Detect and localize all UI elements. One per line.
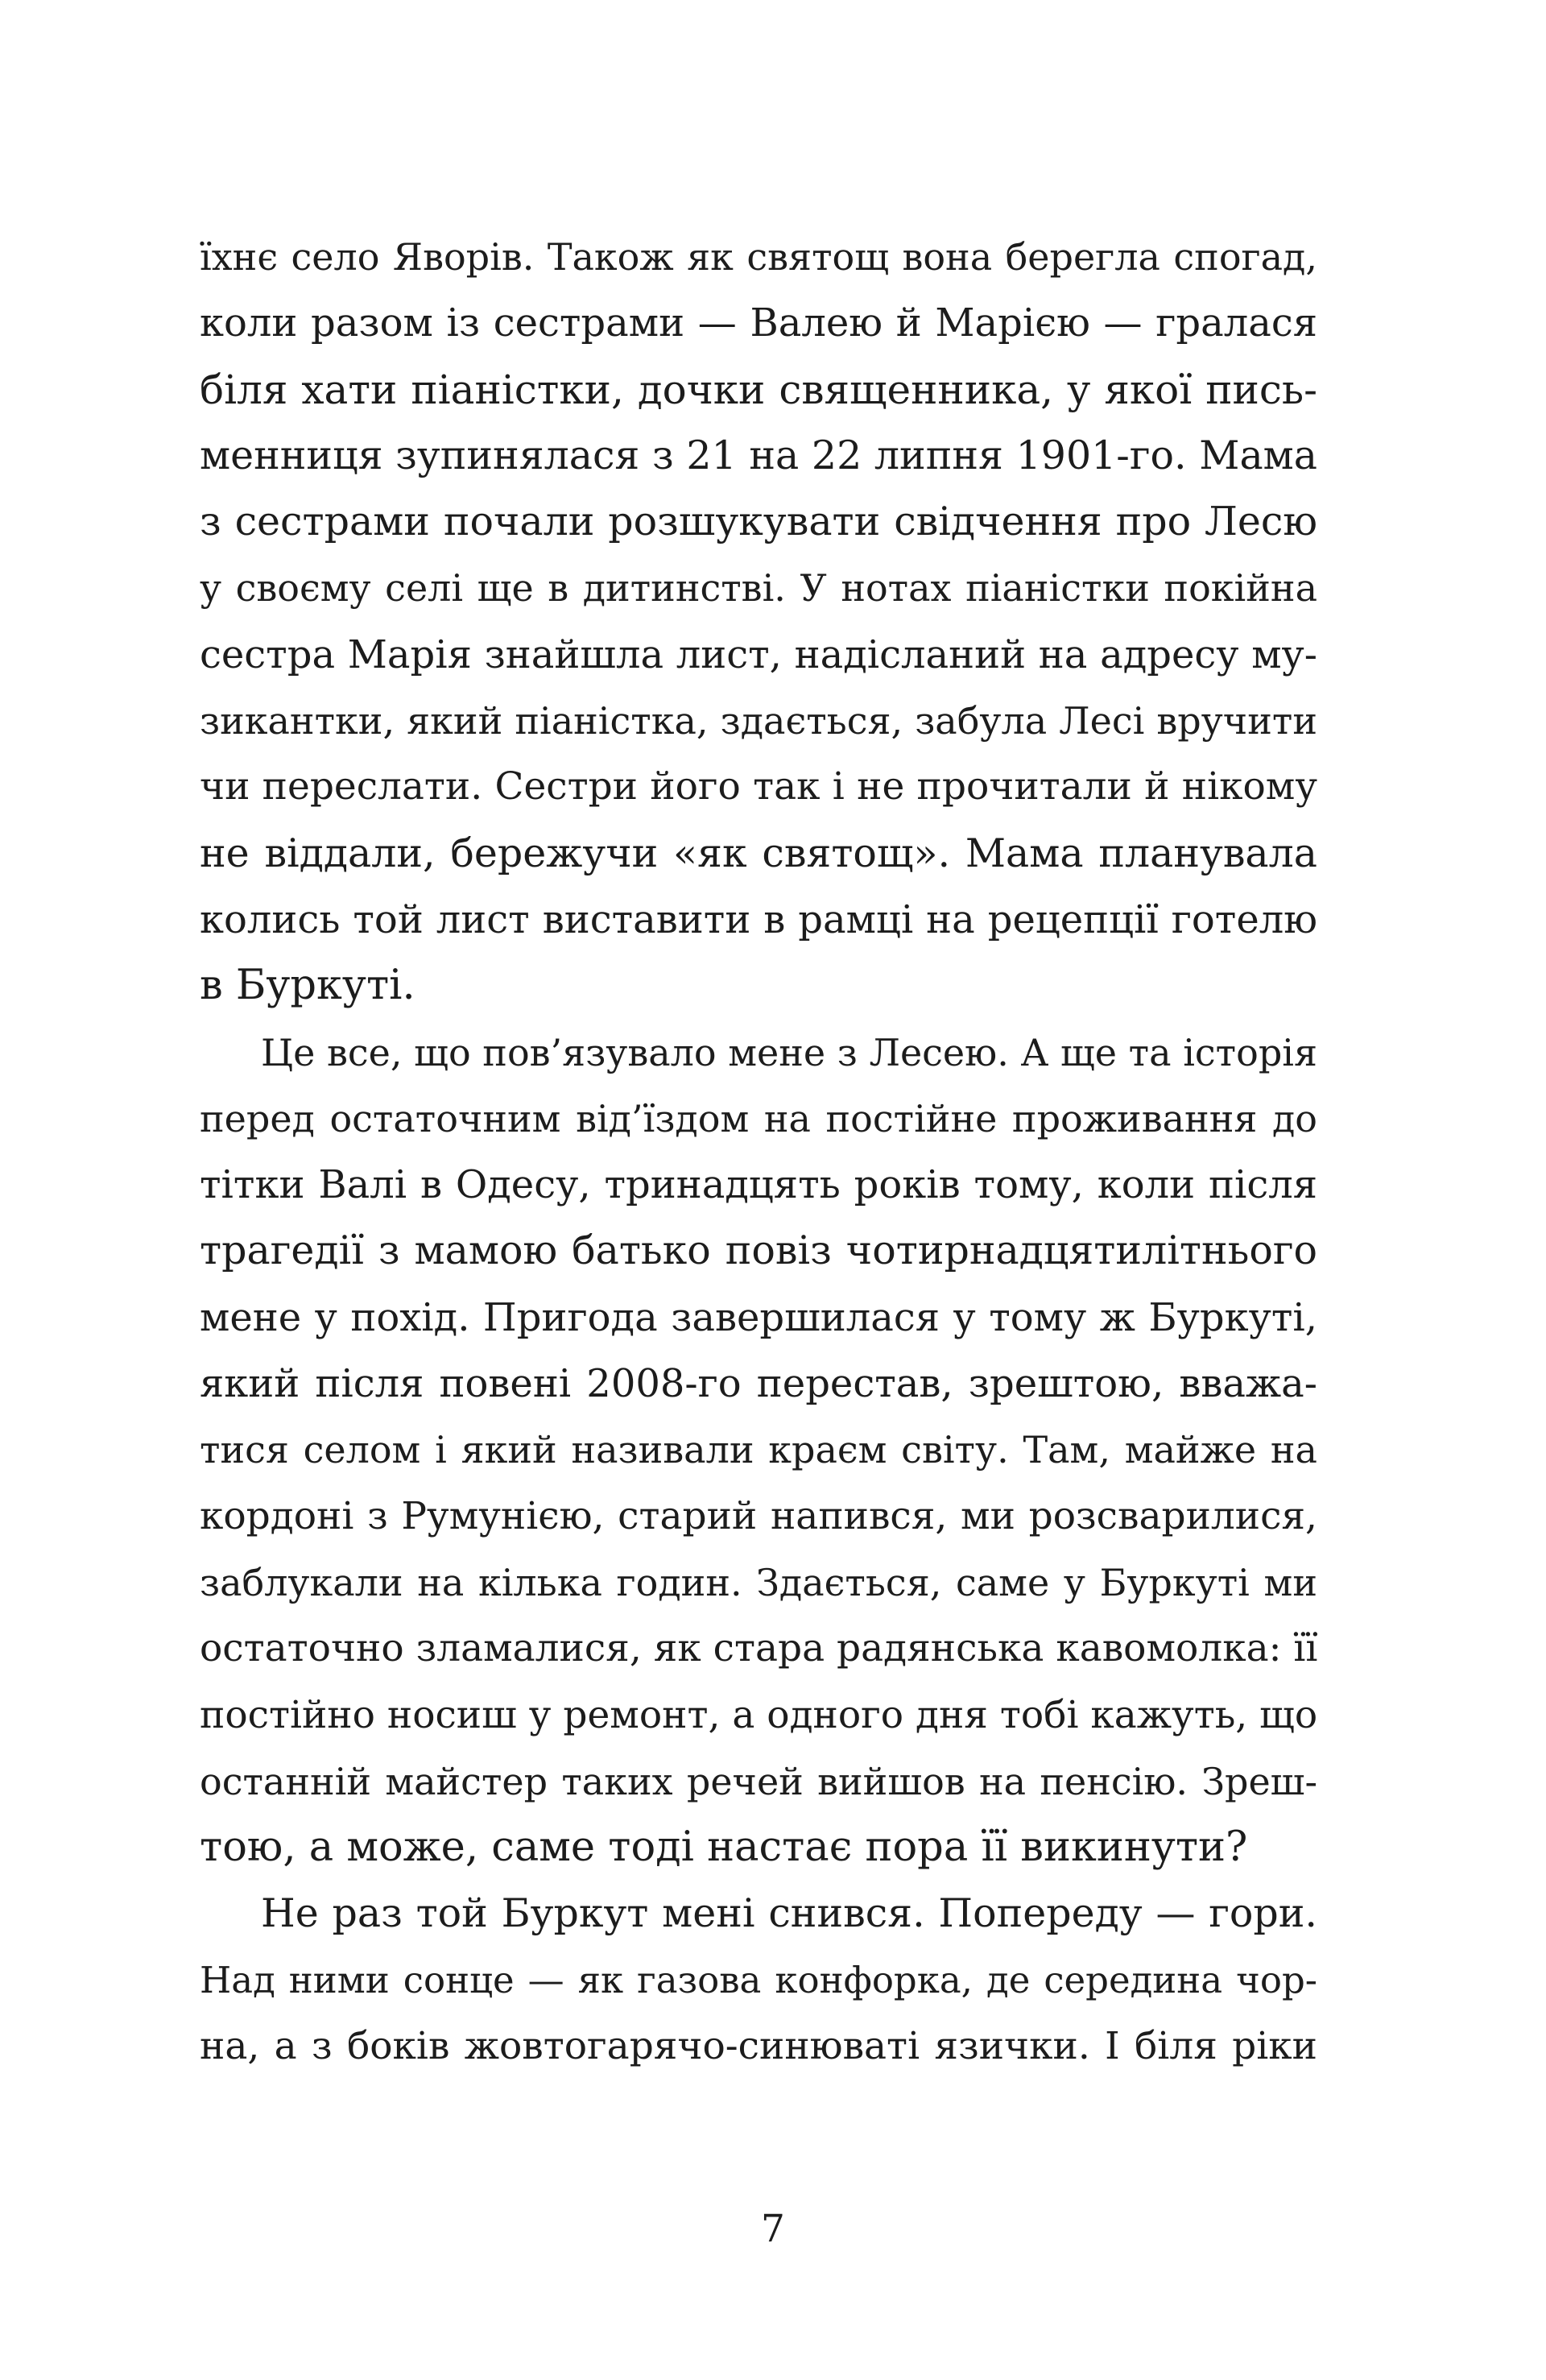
text-line: не віддали, бережучи «як святощ». Мама планувала [200,830,1317,876]
text-line: перед остаточним від’їздом на постійне проживання до [200,1096,1317,1140]
text-line: біля хати піаністки, дочки священника, у якої пись- [200,366,1317,413]
text-line: в Буркуті. [200,962,415,1010]
text-line: з сестрами почали розшукувати свідчення про Лесю [200,499,1317,545]
text-line: коли разом із сестрами — Валею й Марією — гралася [200,300,1317,346]
text-line: трагедії з мамою батько повіз чотирнадцятилітнього [200,1227,1317,1274]
text-line: зикантки, який піаністка, здається, забула Лесі вручити [200,699,1317,743]
text-line: Над ними сонце — як газова конфорка, де середина чор- [200,1958,1317,2001]
text-line: на, а з боків жовтогарячо-синюваті язички. І біля ріки [200,2024,1317,2069]
body-text [200,224,1317,2080]
text-line: тою, а може, саме тоді настає пора її викинути? [200,1823,1248,1872]
text-line: який після повені 2008-го перестав, зрештою, вважа- [200,1361,1317,1407]
text-line: постійно носиш у ремонт, а одного дня тобі кажуть, що [200,1692,1318,1737]
text-line: мене у похід. Пригода завершилася у тому ж Буркуті, [200,1294,1317,1340]
text-line: їхнє село Яворів. Також як святощ вона берегла спогад, [200,235,1317,279]
text-line: Це все, що пов’язувало мене з Лесею. А ще та історія [261,1030,1317,1074]
text-line: менниця зупинялася з 21 на 22 липня 1901-го. Мама [200,432,1317,478]
text-line: кордоні з Румунією, старий напився, ми розсварилися, [200,1493,1317,1538]
text-line: Не раз той Буркут мені снився. Попереду — гори. [261,1890,1317,1937]
text-line: у своєму селі ще в дитинстві. У нотах піаністки покійна [200,566,1317,611]
text-line: чи переслати. Сестри його так і не прочитали й нікому [200,764,1317,809]
text-line: тися селом і який називали краєм світу. Там, майже на [200,1428,1317,1472]
text-line: тітки Валі в Одесу, тринадцять років тому, коли після [200,1162,1317,1208]
text-line: колись той лист виставити в рамці на рецепції готелю [200,896,1317,942]
text-line: остаточно зламалися, як стара радянська кавомолка: її [200,1626,1318,1671]
text-line: останній майстер таких речей вийшов на пенсію. Зреш- [200,1759,1317,1803]
page-number: 7 [761,2207,785,2251]
text-line: заблукали на кілька годин. Здається, саме у Буркуті ми [200,1560,1317,1604]
text-line: сестра Марія знайшла лист, надісланий на адресу му- [200,631,1317,677]
